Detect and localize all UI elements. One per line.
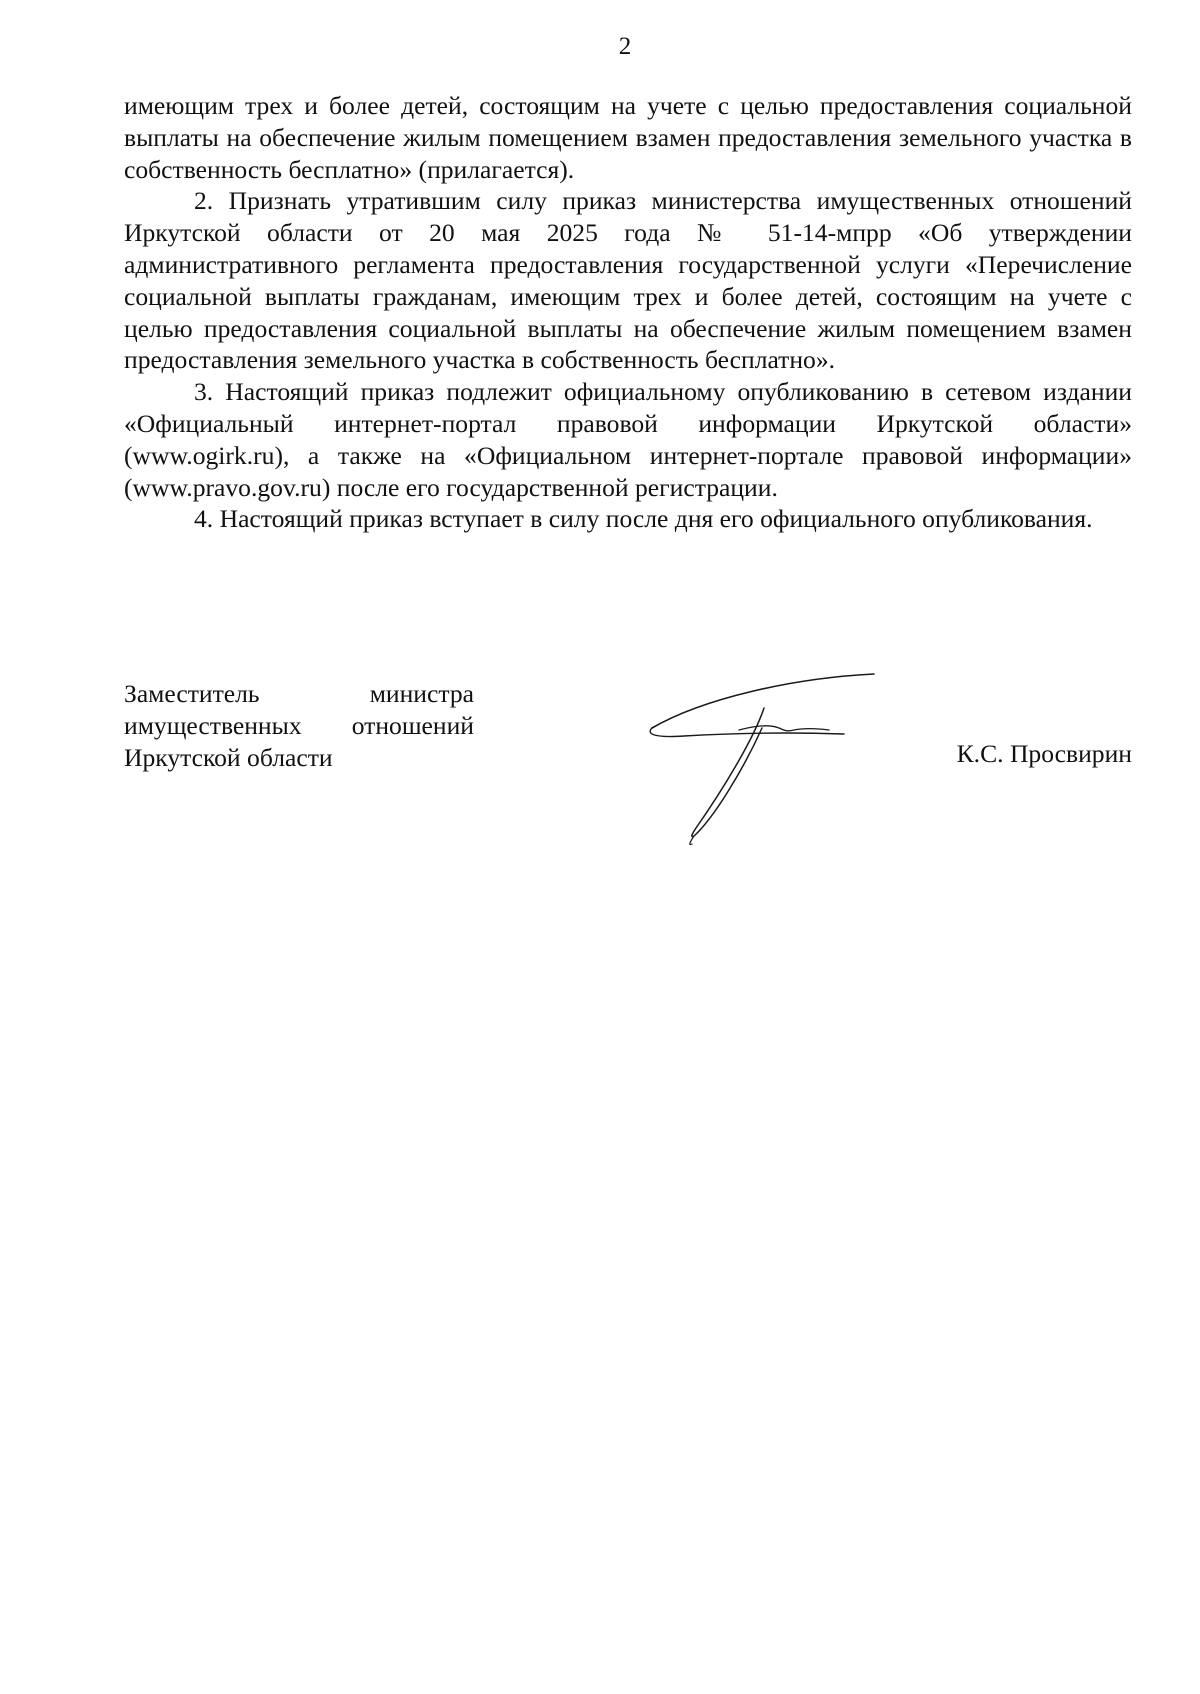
- paragraph-item-4: 4. Настоящий приказ вступает в силу после дня его официального опубликования.: [194, 504, 1093, 534]
- signer-title: [124, 678, 474, 773]
- paragraph-continuation: имеющим трех и более детей, состоящим на учете с целью предоставления социальной выплаты на обеспечение жилым помещением взамен предоставления земельного участка в собственность бесплатно» (прилагается).: [124, 91, 1132, 184]
- paragraph-item-3: 3. Настоящий приказ подлежит официальному опубликованию в сетевом издании «Официальный интернет-портал правовой информации Иркутской области» (www.ogirk.ru), а также на «Официальном интернет-портале правовой информации» (www.pravo.gov.ru) после его государственной регистрации.: [124, 377, 1132, 502]
- signer-name: К.С. Просвирин: [956, 739, 1132, 768]
- signer-title-line-3: Иркутской области: [124, 742, 333, 772]
- handwritten-signature: [644, 668, 884, 848]
- document-body: [124, 90, 1132, 535]
- page-number: 2: [618, 33, 632, 60]
- signer-title-line-1: Заместитель министра: [124, 679, 474, 708]
- signer-title-line-2: имущественных отношений: [124, 710, 474, 740]
- paragraph-item-2: 2. Признать утратившим силу приказ министерства имущественных отношений Иркутской области от 20 мая 2025 года № 51-14-мпрр «Об утверждении административного регламента предоставления государственной услуги «Перечисление социальной выплаты гражданам, имеющим трех и более детей, состоящим на учете с целью предоставления социальной выплаты на обеспечение жилым помещением взамен предоставления земельного участка в собственность бесплатно».: [124, 186, 1132, 375]
- signature-block: [124, 678, 1132, 878]
